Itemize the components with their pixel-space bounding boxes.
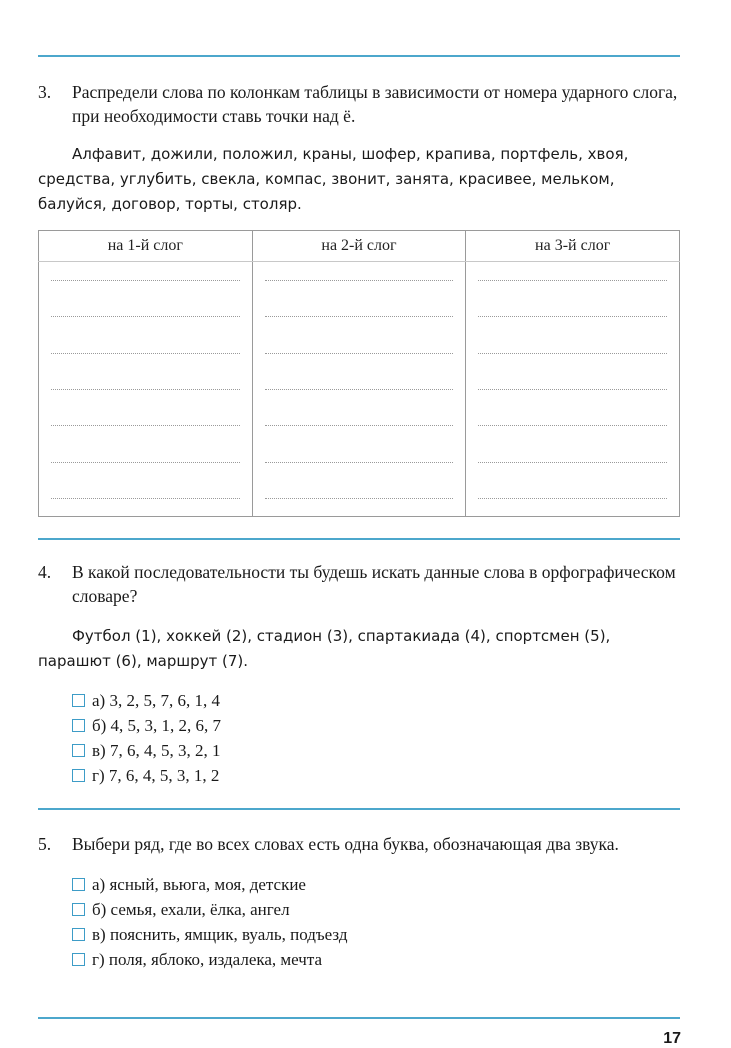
task-5 [38, 832, 680, 972]
answer-options [38, 688, 680, 788]
checkbox[interactable] [72, 928, 85, 941]
answer-column-3[interactable] [466, 262, 680, 517]
checkbox[interactable] [72, 953, 85, 966]
task-words: Алфавит, дожили, положил, краны, шофер, крапива, портфель, хвоя, средства, углубить, свекла, компас, звонит, занята, красивее, мельком, балуйся, договор, торты, столяр. [38, 145, 629, 213]
answer-options [38, 872, 680, 972]
option-b[interactable]: б) 4, 5, 3, 1, 2, 6, 7 [72, 713, 680, 738]
checkbox[interactable] [72, 878, 85, 891]
task-words: Футбол (1), хоккей (2), стадион (3), спартакиада (4), спортсмен (5), парашют (6), маршрут (7). [38, 627, 611, 670]
option-d[interactable]: г) поля, яблоко, издалека, мечта [72, 947, 680, 972]
divider [38, 808, 680, 810]
column-header: на 1-й слог [39, 231, 253, 262]
option-c[interactable]: в) пояснить, ямщик, вуаль, подъезд [72, 922, 680, 947]
task-number: 5. [38, 834, 52, 854]
option-c[interactable]: в) 7, 6, 4, 5, 3, 2, 1 [72, 738, 680, 763]
column-header: на 3-й слог [466, 231, 680, 262]
option-d[interactable]: г) 7, 6, 4, 5, 3, 1, 2 [72, 763, 680, 788]
option-b[interactable]: б) семья, ехали, ёлка, ангел [72, 897, 680, 922]
page-number: 17 [663, 1030, 681, 1047]
task-3 [38, 80, 680, 217]
task-number: 3. [38, 82, 52, 102]
task-number: 4. [38, 562, 52, 582]
answer-column-2[interactable] [252, 262, 466, 517]
task-instruction: Выбери ряд, где во всех словах есть одна буква, обозначающая два звука. [72, 834, 619, 854]
column-header: на 2-й слог [252, 231, 466, 262]
checkbox[interactable] [72, 744, 85, 757]
divider-bottom [38, 1017, 680, 1019]
checkbox[interactable] [72, 903, 85, 916]
answer-column-1[interactable] [39, 262, 253, 517]
task-instruction: Распредели слова по колонкам таблицы в зависимости от номера ударного слога, при необходимости ставь точки над ё. [72, 82, 678, 126]
task-4 [38, 560, 680, 788]
task-instruction: В какой последовательности ты будешь искать данные слова в орфографическом словаре? [72, 562, 676, 606]
divider-top [38, 55, 680, 57]
checkbox[interactable] [72, 769, 85, 782]
divider [38, 538, 680, 540]
option-a[interactable]: а) 3, 2, 5, 7, 6, 1, 4 [72, 688, 680, 713]
option-a[interactable]: а) ясный, вьюга, моя, детские [72, 872, 680, 897]
syllable-table [38, 230, 680, 517]
checkbox[interactable] [72, 694, 85, 707]
checkbox[interactable] [72, 719, 85, 732]
